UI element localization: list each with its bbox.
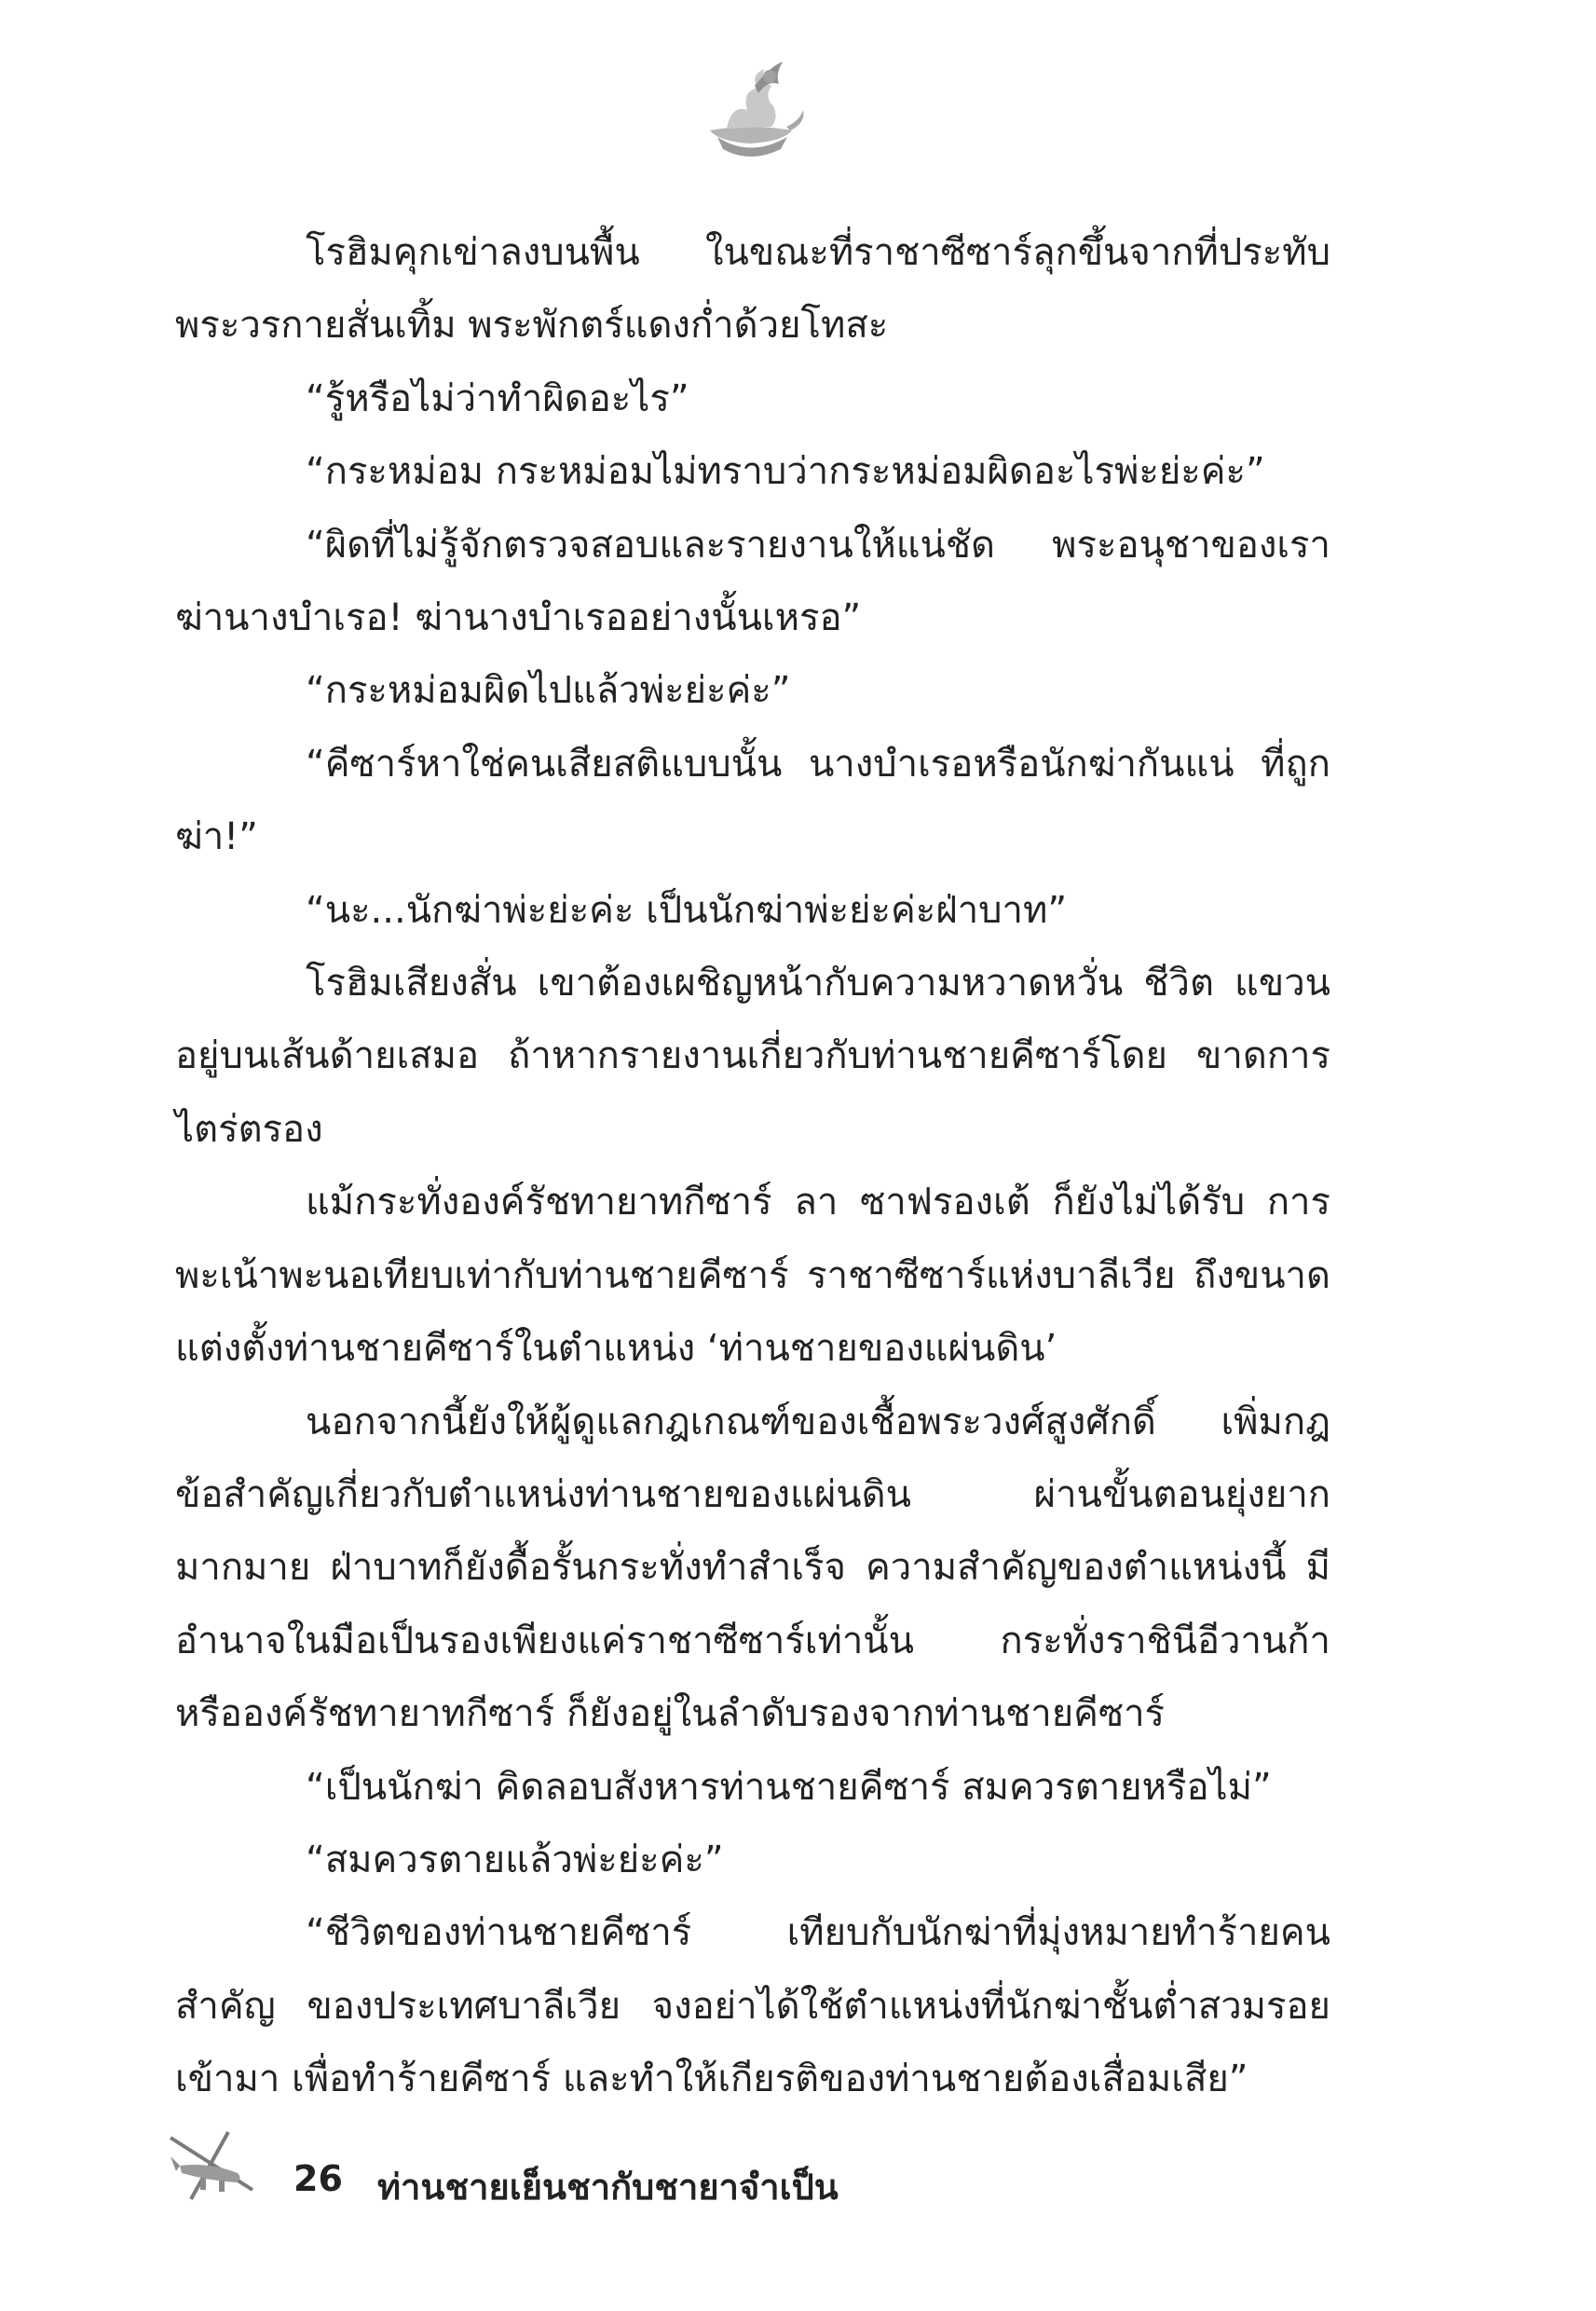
paragraph: “สมควรตายแล้วพ่ะย่ะค่ะ”	[306, 1838, 724, 1881]
genie-lamp-icon	[689, 48, 811, 170]
paragraph: นอกจากนี้ยังให้ผู้ดูแลกฎเกณฑ์ของเชื้อพระวงศ์สูงศักดิ์ เพิ่มกฎ ข้อสำคัญเกี่ยวกับตำแหน่งท่านชายของแผ่นดิน ผ่านขั้นตอนยุ่งยาก มากมาย ฝ่าบาทก็ยังดื้อรั้นกระทั่งทำสำเร็จ ความสำคัญของตำแหน่งนี้ มีอำนาจในมือเป็นรองเพียงแค่ราชาซีซาร์เท่านั้น กระทั่งราชินีอีวานก้า หรือองค์รัชทายาทกีซาร์ ก็ยังอยู่ในลำดับรองจากท่านชายคีซาร์	[175, 1400, 1330, 1736]
paragraph: “คีซาร์หาใช่คนเสียสติแบบนั้น นางบำเรอหรือนักฆ่ากันแน่ ที่ถูกฆ่า!”	[175, 742, 1330, 859]
paragraph: “กระหม่อมผิดไปแล้วพ่ะย่ะค่ะ”	[306, 669, 791, 713]
body-text	[175, 216, 1330, 2116]
paragraph: โรฮิมเสียงสั่น เขาต้องเผชิญหน้ากับความหวาดหวั่น ชีวิต แขวนอยู่บนเส้นด้ายเสมอ ถ้าหากรายงานเกี่ยวกับท่านชายคีซาร์โดย ขาดการไตร่ตรอง	[175, 962, 1330, 1151]
paragraph: “ชีวิตของท่านชายคีซาร์ เทียบกับนักฆ่าที่มุ่งหมายทำร้ายคนสำคัญ ของประเทศบาลีเวีย จงอย่าได้ใช้ตำแหน่งที่นักฆ่าชั้นต่ำสวมรอยเข้ามา เพื่อทำร้ายคีซาร์ และทำให้เกียรติของท่านชายต้องเสื่อมเสีย”	[175, 1911, 1330, 2101]
airplane-icon	[163, 2125, 256, 2208]
paragraph: แม้กระทั่งองค์รัชทายาทกีซาร์ ลา ซาฟรองเต้ ก็ยังไม่ได้รับ การพะเน้าพะนอเทียบเท่ากับท่านชายคีซาร์ ราชาซีซาร์แห่งบาลีเวีย ถึงขนาดแต่งตั้งท่านชายคีซาร์ในตำแหน่ง ‘ท่านชายของแผ่นดิน’	[175, 1181, 1330, 1371]
book-title: ท่านชายเย็นชากับชายาจำเป็น	[377, 2167, 839, 2208]
paragraph: “นะ...นักฆ่าพ่ะย่ะค่ะ เป็นนักฆ่าพ่ะย่ะค่ะฝ่าบาท”	[306, 888, 1068, 932]
page-footer	[163, 2125, 1374, 2227]
paragraph: “กระหม่อม กระหม่อมไม่ทราบว่ากระหม่อมผิดอะไรพ่ะย่ะค่ะ”	[306, 450, 1265, 494]
page-number: 26	[293, 2158, 343, 2199]
paragraph: “ผิดที่ไม่รู้จักตรวจสอบและรายงานให้แน่ชัด พระอนุชาของเรา ฆ่านางบำเรอ! ฆ่านางบำเรออย่างนั้นเหรอ”	[175, 523, 1330, 640]
paragraph: “รู้หรือไม่ว่าทำผิดอะไร”	[306, 376, 689, 420]
paragraph: โรฮิมคุกเข่าลงบนพื้น ในขณะที่ราชาซีซาร์ลุกขึ้นจากที่ประทับ พระวรกายสั่นเทิ้ม พระพักตร์แดงก่ำด้วยโทสะ	[175, 231, 1330, 348]
paragraph: “เป็นนักฆ่า คิดลอบสังหารท่านชายคีซาร์ สมควรตายหรือไม่”	[306, 1765, 1272, 1809]
